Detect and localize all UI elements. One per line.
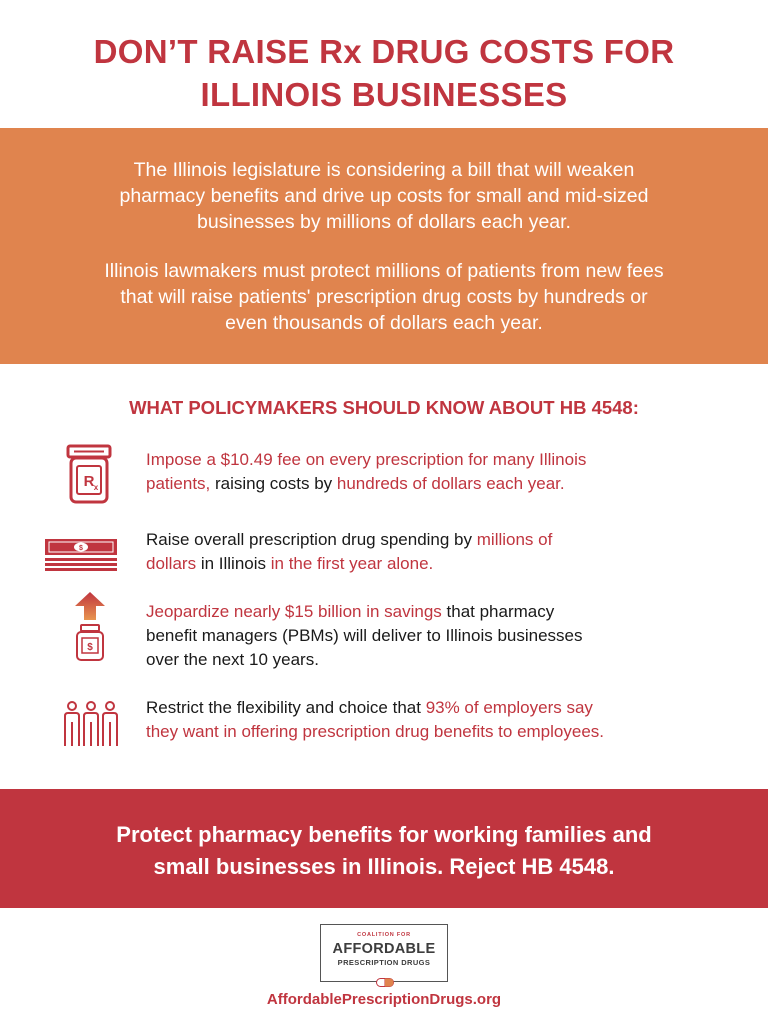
- logo-mid-text: PRESCRIPTION DRUGS: [337, 958, 431, 967]
- item-line: [146, 552, 746, 576]
- item-plain: in Illinois: [196, 554, 271, 573]
- item-highlight: hundreds of dollars each year.: [336, 474, 565, 493]
- item-line: Impose a $10.49 fee on every prescription for many Illinois: [146, 450, 587, 469]
- item-plain: Raise overall prescription drug spending by: [146, 530, 477, 549]
- call-to-action-band: [0, 789, 768, 908]
- item-plain: raising costs by: [210, 474, 337, 493]
- item-line: [146, 696, 746, 720]
- coalition-logo: [320, 924, 448, 982]
- intro-p2-line: even thousands of dollars each year.: [225, 312, 543, 334]
- cta-line: small businesses in Illinois. Reject HB 4548.: [153, 854, 615, 879]
- svg-text:x: x: [93, 483, 99, 492]
- item-line: they want in offering prescription drug benefits to employees.: [146, 722, 605, 741]
- intro-paragraph-1: [20, 157, 748, 235]
- call-to-action-text: [0, 819, 768, 883]
- intro-p1-line: pharmacy benefits and drive up costs for small and mid-sized: [119, 185, 649, 207]
- item-line: [146, 472, 746, 496]
- money-stack-icon: [44, 538, 118, 577]
- logo-big-text: AFFORDABLE: [332, 941, 436, 957]
- item-highlight: 93% of employers say: [425, 698, 593, 717]
- item-line: [146, 600, 746, 624]
- item-highlight: in the first year alone.: [270, 554, 434, 573]
- employees-icon: [62, 700, 120, 753]
- section-heading: WHAT POLICYMAKERS SHOULD KNOW ABOUT HB 4548:: [129, 397, 639, 418]
- pill-icon: [376, 974, 394, 992]
- website-link[interactable]: AffordablePrescriptionDrugs.org: [266, 991, 502, 1008]
- item-highlight: patients,: [146, 474, 211, 493]
- logo-small-text: COALITION FOR: [357, 932, 411, 938]
- item-plain: that pharmacy: [441, 602, 555, 621]
- item-line: benefit managers (PBMs) will deliver to Illinois businesses: [146, 626, 583, 645]
- item-highlight: millions of: [476, 530, 553, 549]
- rising-cost-bottle-icon: [72, 592, 108, 667]
- intro-p2-line: that will raise patients' prescription drug costs by hundreds or: [120, 286, 648, 308]
- item-plain: Restrict the flexibility and choice that: [146, 698, 426, 717]
- item-text: [146, 448, 746, 496]
- item-highlight: Jeopardize nearly $15 billion in savings: [146, 602, 442, 621]
- title-line-2: ILLINOIS BUSINESSES: [200, 76, 568, 113]
- intro-p2-line: Illinois lawmakers must protect millions of patients from new fees: [104, 260, 664, 282]
- intro-paragraph-2: [20, 258, 748, 336]
- intro-band: [0, 128, 768, 364]
- svg-text:R: R: [83, 473, 95, 490]
- item-line: over the next 10 years.: [146, 650, 319, 669]
- title-line-1: DON’T RAISE Rx DRUG COSTS FOR: [93, 33, 675, 70]
- intro-p1-line: The Illinois legislature is considering a bill that will weaken: [133, 159, 635, 181]
- cta-line: Protect pharmacy benefits for working families and: [116, 822, 652, 847]
- svg-text:$: $: [87, 642, 93, 653]
- page-title: [0, 30, 768, 116]
- item-line: [146, 528, 746, 552]
- intro-p1-line: businesses by millions of dollars each year.: [197, 211, 571, 233]
- svg-text:$: $: [79, 545, 83, 552]
- item-highlight: dollars: [146, 554, 197, 573]
- item-text: [146, 696, 746, 744]
- item-text: [146, 600, 746, 672]
- rx-bottle-icon: [66, 444, 112, 509]
- item-text: [146, 528, 746, 576]
